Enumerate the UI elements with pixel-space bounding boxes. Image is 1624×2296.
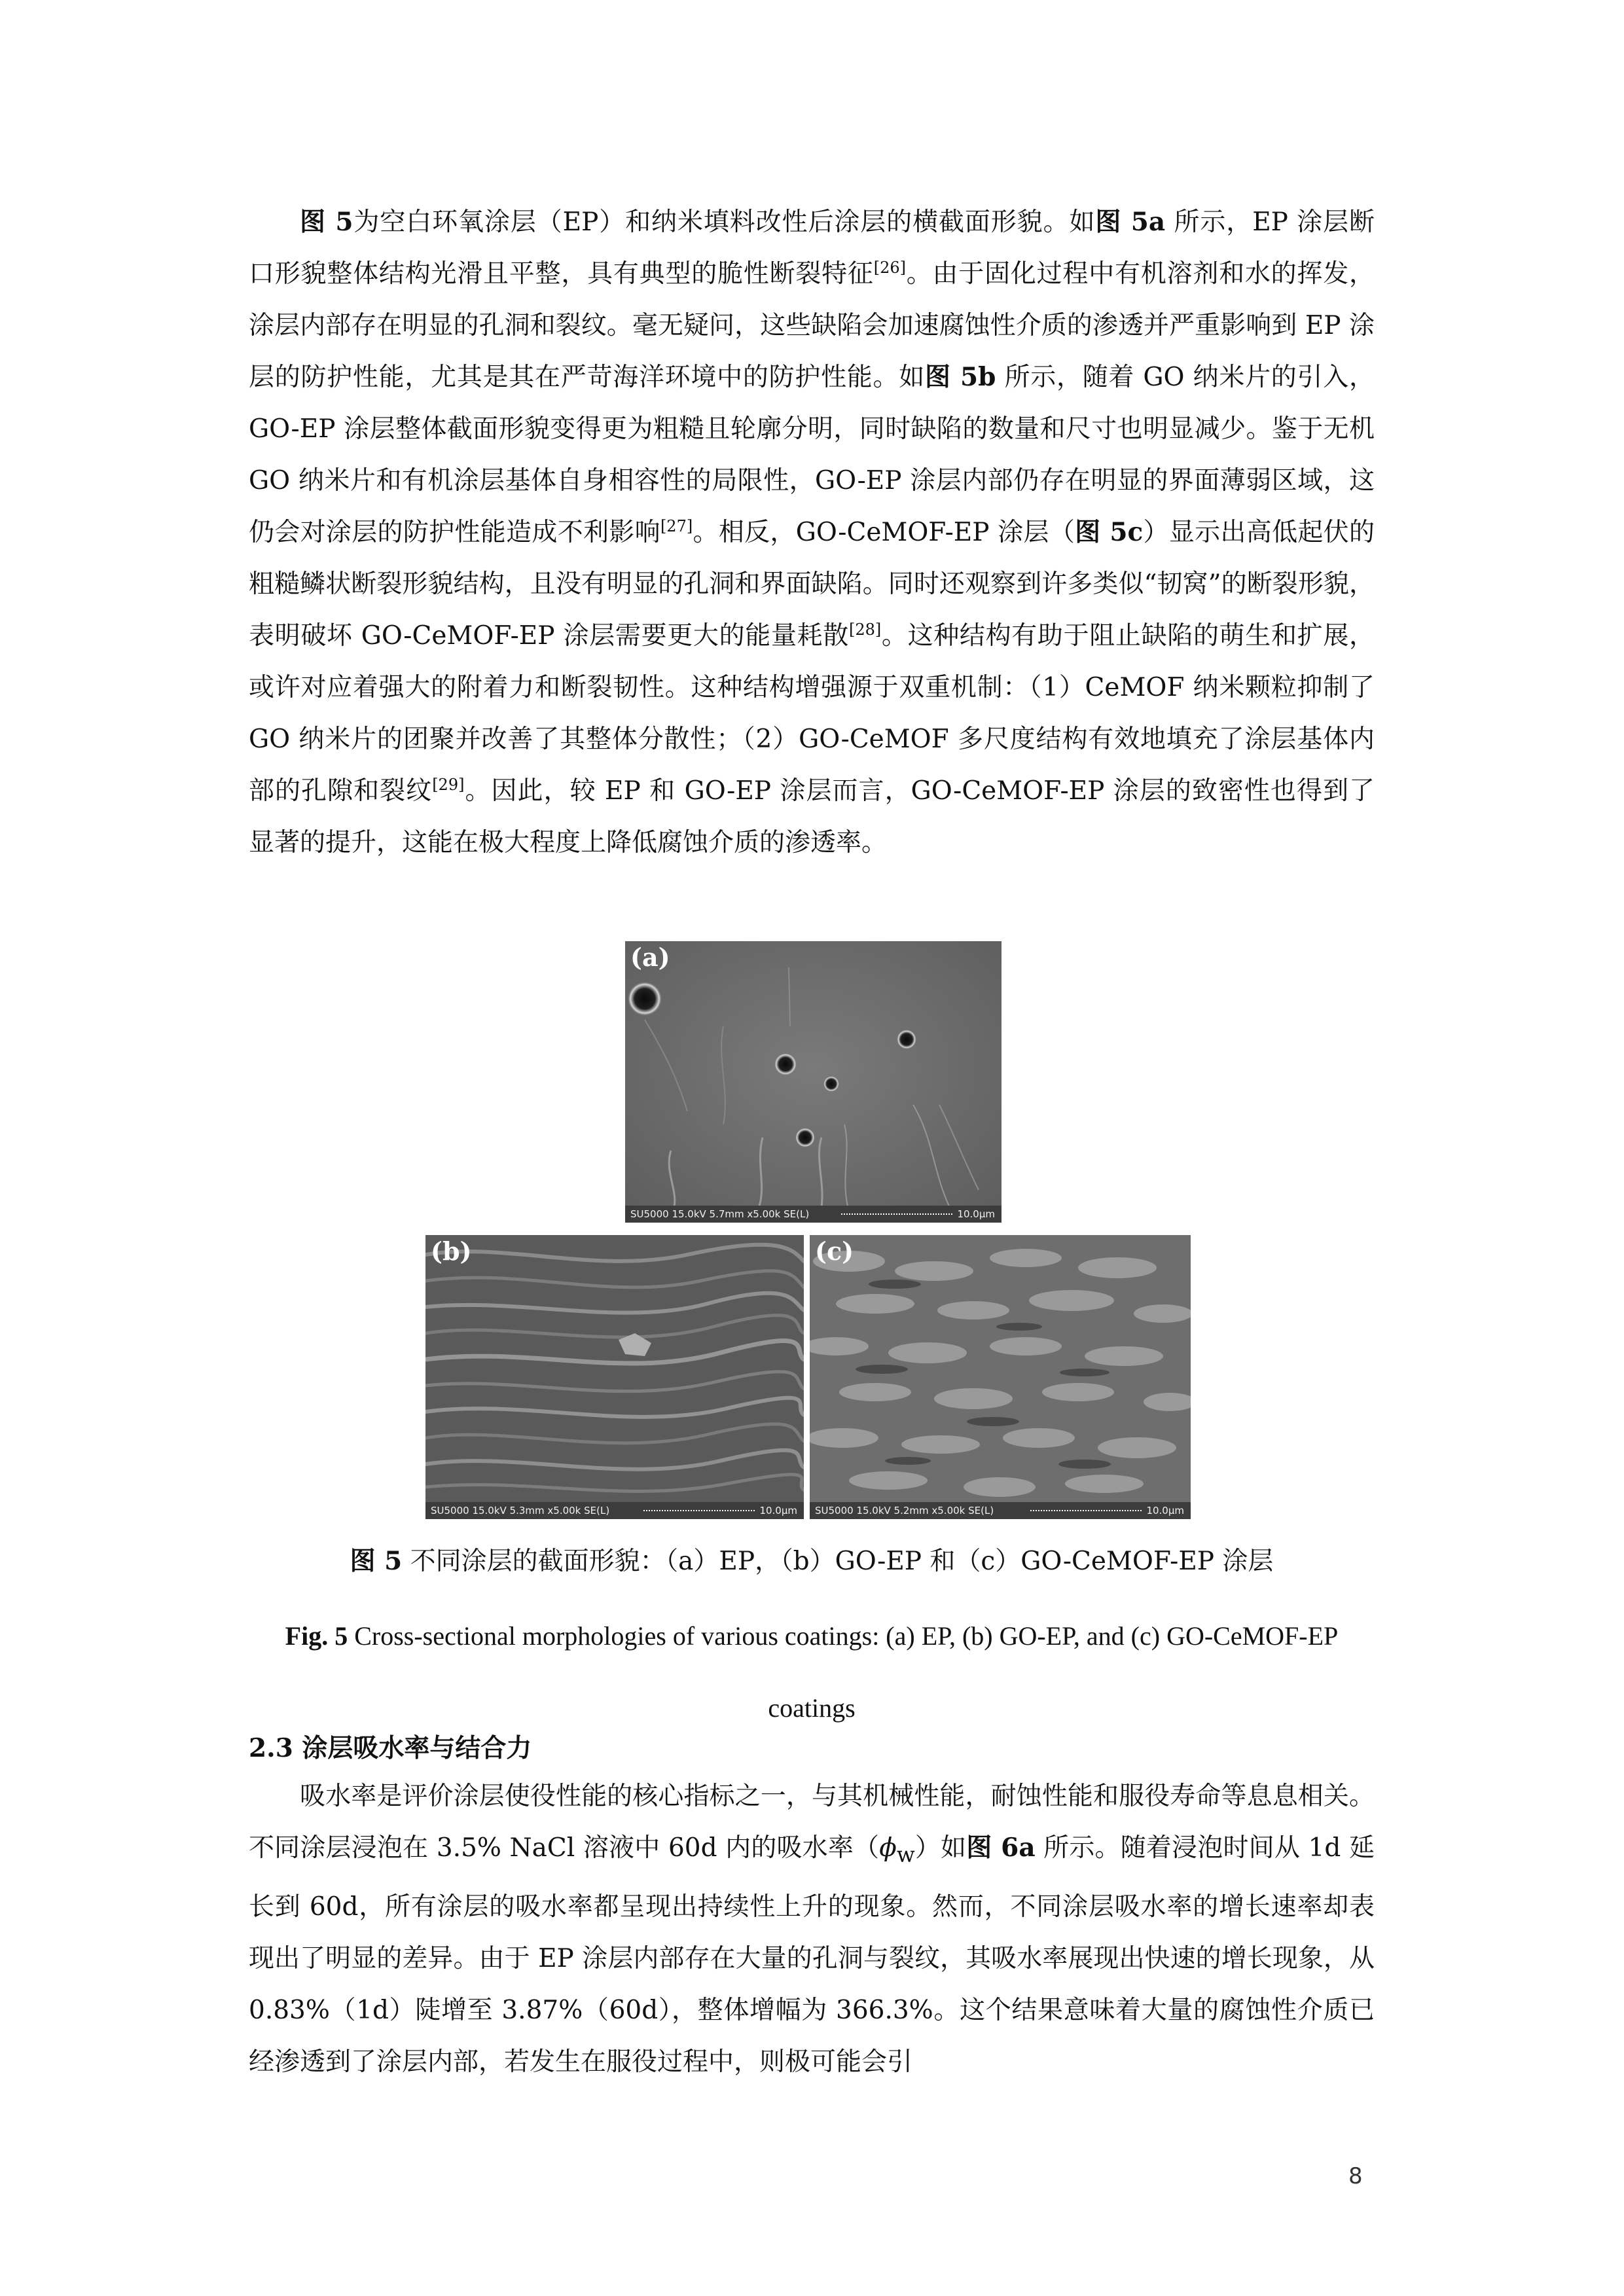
sem-info-bar-c [810,1502,1191,1519]
scale-ticks-a [841,1208,952,1215]
para1-text-5: 。相反，GO-CeMOF-EP 涂层（ [693,518,1075,547]
sem-info-a: SU5000 15.0kV 5.7mm x5.00k SE(L) [630,1208,810,1220]
caption-zh-label: 图 5 [350,1546,403,1576]
scale-bar-a: 10.0μm [957,1208,995,1220]
para1-text-7: 。这种结构有助于阻止缺陷的萌生和扩展，或许对应着强大的附着力和断裂韧性。这种结构增强源于双重机制：（1）CeMOF 纳米颗粒抑制了 GO 纳米片的团聚并改善了其整体分散性；（2）GO-CeMOF 多尺度结构有效地填充了涂层基体内部的孔隙和裂纹 [249,621,1375,806]
para1-text-8: 。因此，较 EP 和 GO-EP 涂层而言，GO-CeMOF-EP 涂层的致密性也得到了显著的提升，这能在极大程度上降低腐蚀介质的渗透率。 [249,776,1375,857]
para1-text-3: 。由于固化过程中有机溶剂和水的挥发，涂层内部存在明显的孔洞和裂纹。毫无疑问，这些缺陷会加速腐蚀性介质的渗透并严重影响到 EP 涂层的防护性能，尤其是其在严苛海洋环境中的防护性能。如 [249,259,1375,392]
caption-en-text: Cross-sectional morphologies of various coatings: (a) EP, (b) GO-EP, and (c) GO-CeMOF-EP coatings [348,1621,1339,1723]
panel-label-a: (a) [630,942,670,972]
para1-text-6: ）显示出高低起伏的粗糙鳞状断裂形貌结构，且没有明显的孔洞和界面缺陷。同时还观察到许多类似“韧窝”的断裂形貌，表明破坏 GO-CeMOF-EP 涂层需要更大的能量耗散 [249,518,1375,651]
para2-text-3: 所示。随着浸泡时间从 1d 延长到 60d，所有涂层的吸水率都呈现出持续性上升的现象。然而，不同涂层吸水率的增长速率却表现出了明显的差异。由于 EP 涂层内部存在大量的孔洞与裂纹，其吸水率展现出快速的增长现象，从 0.83%（1d）陡增至 3.87%（60d），整体增幅为 366.3%。这个结果意味着大量的腐蚀性介质已经渗透到了涂层内部，若发生在服役过程中，则极可能会引 [249,1833,1375,2077]
section-heading: 2.3 涂层吸水率与结合力 [249,1733,532,1763]
caption-en-label: Fig. 5 [285,1621,348,1651]
scale-bar-c: 10.0μm [1146,1505,1184,1516]
paragraph-water-absorption [249,1770,1375,2088]
page-number: 8 [1348,2163,1363,2189]
sem-info-c: SU5000 15.0kV 5.2mm x5.00k SE(L) [815,1505,994,1516]
citation-27: [27] [660,517,693,535]
sem-info-b: SU5000 15.0kV 5.3mm x5.00k SE(L) [431,1505,610,1516]
panel-label-c: (c) [815,1236,854,1266]
scale-ticks-c [1030,1505,1142,1511]
sem-go-cemof-ep-surface [810,1235,1191,1519]
paragraph-cross-section-morphology [249,196,1375,869]
figure-caption-zh [249,1541,1375,1581]
fig5a-ref: 图 5a [1095,207,1166,237]
panel-label-b: (b) [431,1236,472,1266]
sem-image-go-cemof-ep [810,1235,1191,1519]
citation-28: [28] [848,620,882,639]
fig5b-ref: 图 5b [925,362,996,392]
citation-26: [26] [873,259,906,277]
para2-text-2: ）如 [914,1833,967,1863]
sem-info-bar-b [425,1502,804,1519]
scale-bar-b: 10.0μm [759,1505,797,1516]
sem-go-ep-surface [425,1235,804,1519]
figure-caption-en [249,1600,1375,1744]
para2-text-1: 吸水率是评价涂层使役性能的核心指标之一，与其机械性能，耐蚀性能和服役寿命等息息相关。不同涂层浸泡在 3.5% NaCl 溶液中 60d 内的吸水率（ [249,1782,1375,1863]
sem-image-ep [625,941,1001,1223]
phi-symbol: ϕ [879,1833,897,1863]
sem-info-bar-a [625,1206,1001,1223]
fig6a-ref: 图 6a [966,1833,1036,1863]
phi-subscript: w [896,1842,915,1867]
caption-zh-text: 不同涂层的截面形貌：（a）EP，（b）GO-EP 和（c）GO-CeMOF-EP 涂层 [402,1547,1274,1576]
fig5c-ref: 图 5c [1075,517,1144,547]
para1-text-2: 所示，EP 涂层断口形貌整体结构光滑且平整，具有典型的脆性断裂特征 [249,207,1375,289]
para1-text-4: 所示，随着 GO 纳米片的引入，GO-EP 涂层整体截面形貌变得更为粗糙且轮廓分明，同时缺陷的数量和尺寸也明显减少。鉴于无机 GO 纳米片和有机涂层基体自身相容性的局限性，GO-EP 涂层内部仍存在明显的界面薄弱区域，这仍会对涂层的防护性能造成不利影响 [249,363,1375,547]
sem-image-go-ep [425,1235,804,1519]
scale-ticks-b [643,1505,755,1511]
fig5-ref: 图 5 [300,207,353,237]
sem-ep-surface [625,941,1001,1223]
citation-29: [29] [432,776,465,794]
para1-text-1: 为空白环氧涂层（EP）和纳米填料改性后涂层的横截面形貌。如 [353,207,1096,237]
